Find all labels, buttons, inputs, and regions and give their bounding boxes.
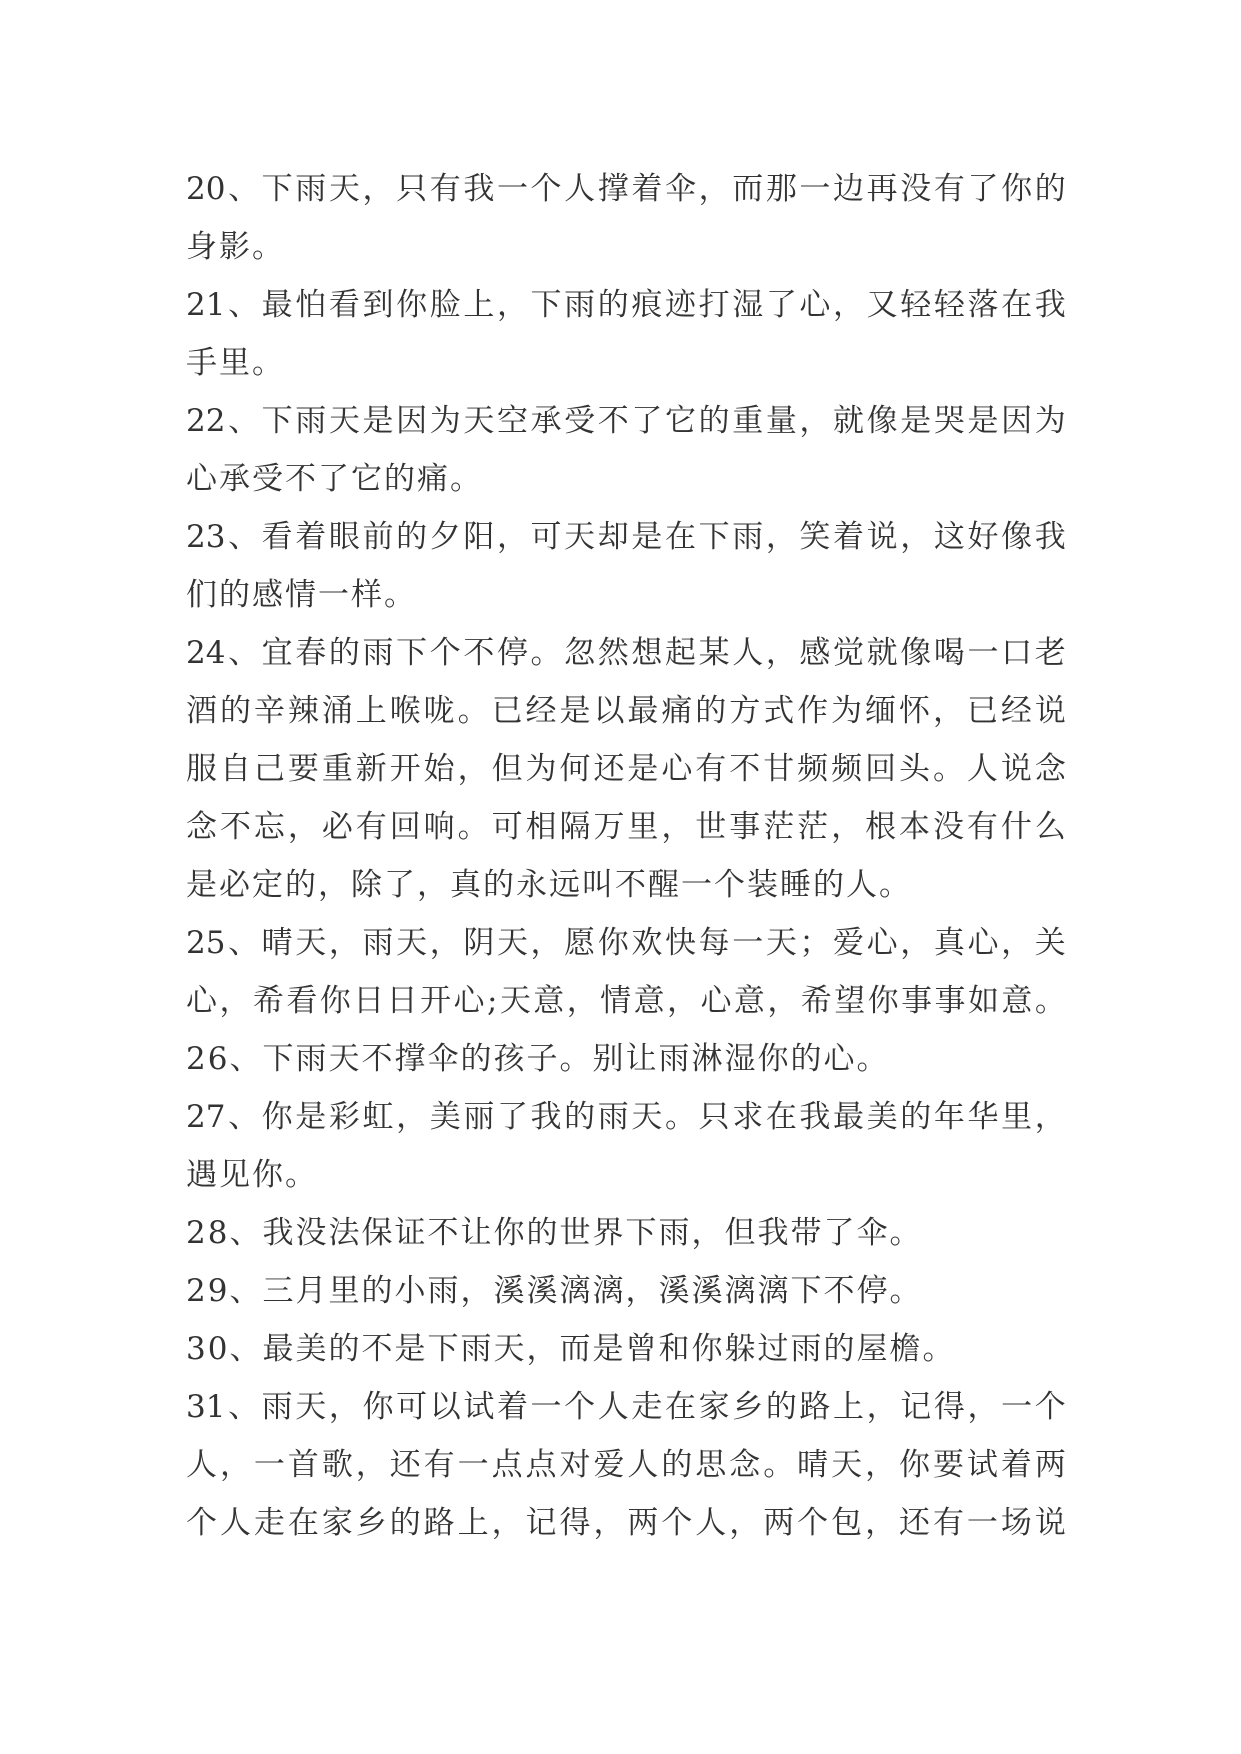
text-line: 遇见你。 <box>186 1157 318 1193</box>
document-page <box>186 160 1066 1552</box>
text-line: 21 、 最 怕 看 到 你 脸 上 ， 下 雨 的 痕 迹 打 湿 了 心 ， 又 轻 轻 落 在 我 <box>186 287 1066 323</box>
text-line: 手里。 <box>186 345 285 381</box>
text-line: 是必定的，除了，真的永远叫不醒一个装睡的人。 <box>186 867 912 903</box>
text-line: 心承受不了它的痛。 <box>186 461 483 497</box>
text-line: 服 自 己 要 重 新 开 始 ， 但 为 何 还 是 心 有 不 甘 频 频 回 头 。 人 说 念 <box>186 751 1066 787</box>
text-line: 20 、 下 雨 天 ， 只 有 我 一 个 人 撑 着 伞 ， 而 那 一 边 再 没 有 了 你 的 <box>186 171 1066 207</box>
text-line: 26、下雨天不撑伞的孩子。别让雨淋湿你的心。 <box>186 1041 890 1077</box>
text-line: 22 、 下 雨 天 是 因 为 天 空 承 受 不 了 它 的 重 量 ， 就 像 是 哭 是 因 为 <box>186 403 1066 439</box>
text-line: 人 ， 一 首 歌 ， 还 有 一 点 点 对 爱 人 的 思 念 。 晴 天 ， 你 要 试 着 两 <box>186 1447 1066 1483</box>
text-line: 31 、 雨 天 ， 你 可 以 试 着 一 个 人 走 在 家 乡 的 路 上 ， 记 得 ， 一 个 <box>186 1389 1066 1425</box>
text-line: 29、三月里的小雨，溪溪漓漓，溪溪漓漓下不停。 <box>186 1273 923 1309</box>
text-line: 个 人 走 在 家 乡 的 路 上 ， 记 得 ， 两 个 人 ， 两 个 包 ， 还 有 一 场 说 <box>186 1505 1066 1541</box>
text-line: 酒 的 辛 辣 涌 上 喉 咙 。 已 经 是 以 最 痛 的 方 式 作 为 缅 怀 ， 已 经 说 <box>186 693 1066 729</box>
text-line: 24 、 宜 春 的 雨 下 个 不 停 。 忽 然 想 起 某 人 ， 感 觉 就 像 喝 一 口 老 <box>186 635 1066 671</box>
text-line: 身影。 <box>186 229 285 265</box>
text-line: 25 、 晴 天 ， 雨 天 ， 阴 天 ， 愿 你 欢 快 每 一 天 ； 爱 心 ， 真 心 ， 关 <box>186 925 1066 961</box>
text-line: 23 、 看 着 眼 前 的 夕 阳 ， 可 天 却 是 在 下 雨 ， 笑 着 说 ， 这 好 像 我 <box>186 519 1066 555</box>
text-line: 28、我没法保证不让你的世界下雨，但我带了伞。 <box>186 1215 923 1251</box>
text-line: 念 不 忘 ， 必 有 回 响 。 可 相 隔 万 里 ， 世 事 茫 茫 ， 根 本 没 有 什 么 <box>186 809 1066 845</box>
text-line: 们的感情一样。 <box>186 577 417 613</box>
text-line: 心 ， 希 看 你 日 日 开 心 ; 天 意 ， 情 意 ， 心 意 ， 希 望 你 事 事 如 意 。 <box>186 983 1066 1019</box>
text-line: 30、最美的不是下雨天，而是曾和你躲过雨的屋檐。 <box>186 1331 956 1367</box>
text-line: 27 、 你 是 彩 虹 ， 美 丽 了 我 的 雨 天 。 只 求 在 我 最 美 的 年 华 里 ， <box>186 1099 1066 1135</box>
